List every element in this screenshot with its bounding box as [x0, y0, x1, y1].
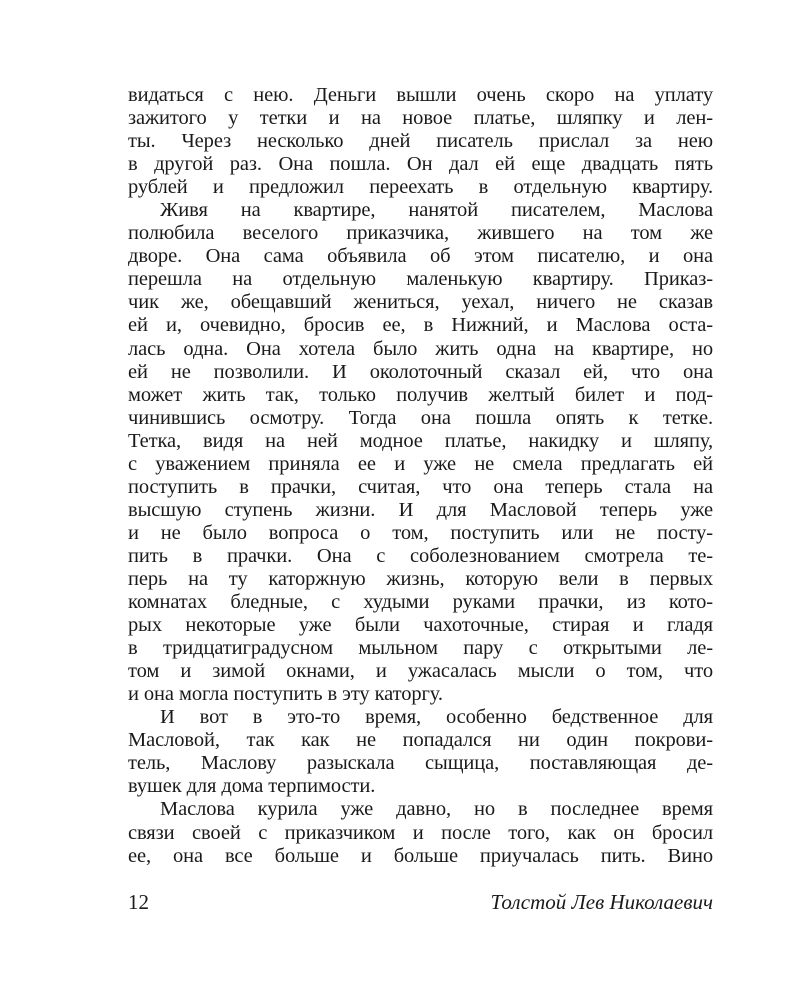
text-line: вушек для дома терпимости.	[128, 775, 376, 798]
text-line: и она могла поступить в эту каторгу.	[128, 683, 443, 706]
text-line: ее, она все больше и больше приучалась пить. Вино	[128, 844, 713, 867]
text-line: перь на ту каторжную жизнь, которую вели в первых	[128, 567, 713, 590]
text-line: может жить так, только получив желтый билет и под-	[128, 383, 713, 406]
text-line: Маслова курила уже давно, но в последнее время	[160, 798, 713, 821]
text-line: полюбила веселого приказчика, жившего на том же	[128, 222, 713, 245]
text-line: высшую ступень жизни. И для Масловой теперь уже	[128, 498, 713, 521]
text-line: комнатах бледные, с худыми руками прачки, из кото-	[128, 591, 713, 614]
body-text	[128, 84, 713, 868]
text-line: чинившись осмотру. Тогда она пошла опять к тетке.	[128, 406, 713, 429]
text-line: перешла на отдельную маленькую квартиру. Приказ-	[128, 268, 713, 291]
page-footer	[128, 890, 713, 920]
text-line: ей не позволили. И околоточный сказал ей, что она	[128, 360, 713, 383]
text-line: поступить в прачки, считая, что она теперь стала на	[128, 475, 713, 498]
text-line: дворе. Она сама объявила об этом писателю, и она	[128, 245, 713, 268]
text-line: чик же, обещавший жениться, уехал, ничего не сказав	[128, 291, 713, 314]
text-line: Масловой, так как не попадался ни один покрови-	[128, 729, 713, 752]
text-line: с уважением приняла ее и уже не смела предлагать ей	[128, 452, 713, 475]
text-line: в другой раз. Она пошла. Он дал ей еще двадцать пять	[128, 153, 713, 176]
text-line: ты. Через несколько дней писатель прислал за нею	[128, 130, 713, 153]
page-number: 12	[128, 890, 149, 914]
text-line: в тридцатиградусном мыльном пару с открытыми ле-	[128, 637, 713, 660]
text-line: тель, Маслову разыскала сыщица, поставляющая де-	[128, 752, 713, 775]
text-line: рублей и предложил переехать в отдельную квартиру.	[128, 176, 713, 199]
running-footer-author: Толстой Лев Николаевич	[490, 890, 713, 914]
text-line: видаться с нею. Деньги вышли очень скоро на уплату	[128, 84, 713, 106]
text-line: и не было вопроса о том, поступить или не посту-	[128, 521, 713, 544]
text-line: рых некоторые уже были чахоточные, стирая и гладя	[128, 614, 713, 637]
text-line: И вот в это-то время, особенно бедственное для	[160, 706, 713, 729]
text-line: лась одна. Она хотела было жить одна на квартире, но	[128, 337, 713, 360]
text-line: связи своей с приказчиком и после того, как он бросил	[128, 821, 713, 844]
text-line: зажитого у тетки и на новое платье, шляпку и лен-	[128, 107, 713, 130]
text-line: Живя на квартире, нанятой писателем, Маслова	[160, 199, 713, 222]
text-line: Тетка, видя на ней модное платье, накидку и шляпу,	[128, 429, 713, 452]
text-line: пить в прачки. Она с соболезнованием смотрела те-	[128, 544, 713, 567]
text-line: ей и, очевидно, бросив ее, в Нижний, и Маслова оста-	[128, 314, 713, 337]
text-line: том и зимой окнами, и ужасалась мысли о том, что	[128, 660, 713, 683]
